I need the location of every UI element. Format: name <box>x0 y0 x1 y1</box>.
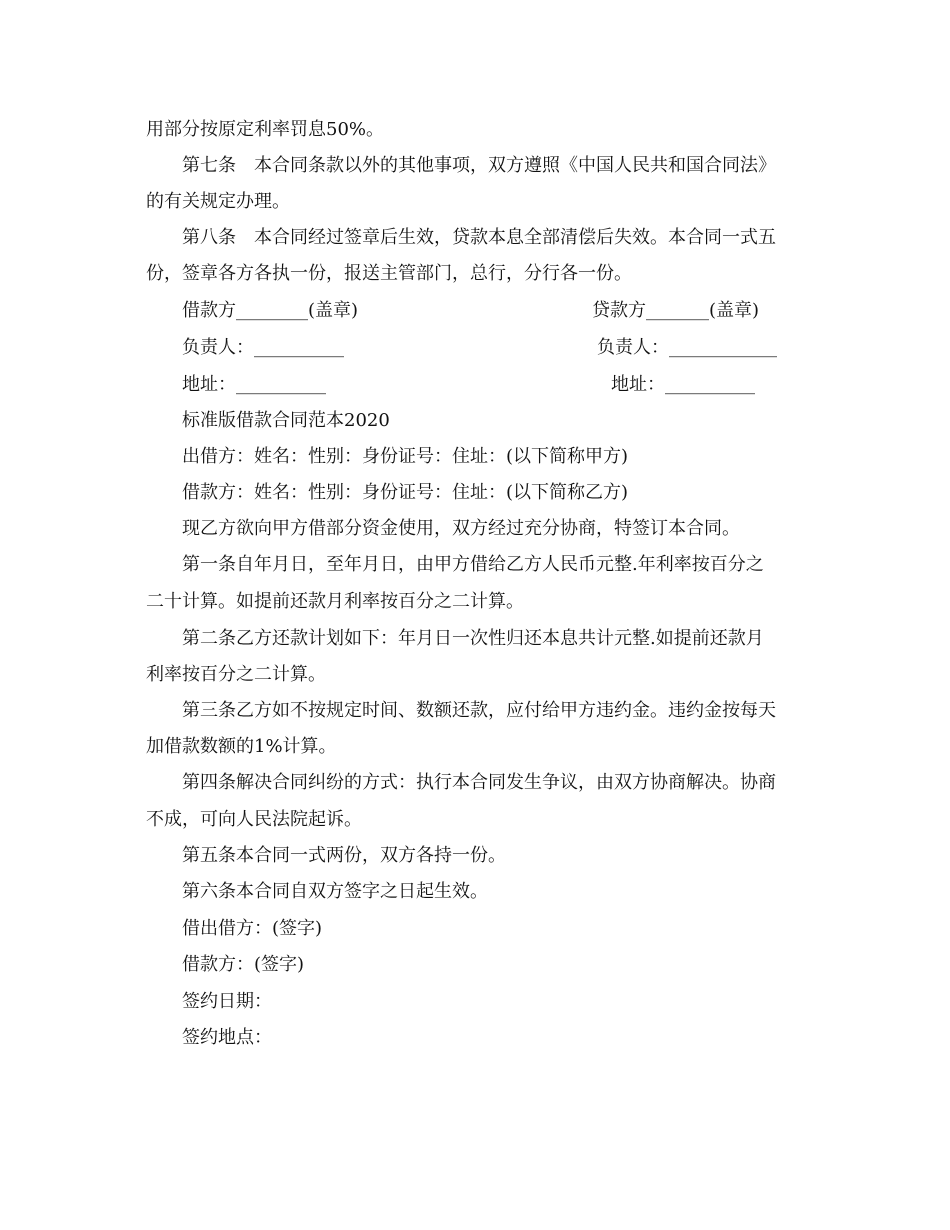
article-5-line: 第五条本合同一式两份，双方各持一份。 <box>182 845 506 866</box>
article-2-cont: 利率按百分之二计算。 <box>146 664 326 685</box>
lender-address: 地址：__________ <box>611 374 755 395</box>
sign-place: 签约地点： <box>182 1027 272 1048</box>
sign-borrower: 借款方：(签字) <box>182 954 305 975</box>
borrower-head: 负责人：__________ <box>182 337 344 358</box>
borrower-seal: 借款方________(盖章) <box>182 300 359 321</box>
article-1-line: 第一条自年月日，至年月日，由甲方借给乙方人民币元整.年利率按百分之 <box>182 554 764 575</box>
article-6-line: 第六条本合同自双方签字之日起生效。 <box>182 881 488 902</box>
borrower-address: 地址：__________ <box>182 374 326 395</box>
paragraph-line: 用部分按原定利率罚息50%。 <box>146 119 385 140</box>
lender-seal: 贷款方_______(盖章) <box>592 300 760 321</box>
article-3-line: 第三条乙方如不按规定时间、数额还款，应付给甲方违约金。违约金按每天 <box>182 700 776 721</box>
article-1-cont: 二十计算。如提前还款月利率按百分之二计算。 <box>146 591 524 612</box>
article-8-line: 第八条 本合同经过签章后生效，贷款本息全部清偿后失效。本合同一式五 <box>182 227 776 248</box>
lender-party: 出借方：姓名：性别：身份证号：住址：(以下简称甲方) <box>182 446 629 467</box>
paragraph-line: 份，签章各方各执一份，报送主管部门，总行，分行各一份。 <box>146 263 632 284</box>
contract-title: 标准版借款合同范本2020 <box>182 410 390 431</box>
article-3-cont: 加借款数额的1%计算。 <box>146 736 337 757</box>
sign-date: 签约日期： <box>182 991 272 1012</box>
article-7-line: 第七条 本合同条款以外的其他事项，双方遵照《中国人民共和国合同法》 <box>182 155 776 176</box>
intro-line: 现乙方欲向甲方借部分资金使用，双方经过充分协商，特签订本合同。 <box>182 518 740 539</box>
borrower-party: 借款方：姓名：性别：身份证号：住址：(以下简称乙方) <box>182 482 629 503</box>
paragraph-line: 的有关规定办理。 <box>146 191 290 212</box>
sign-lender: 借出借方：(签字) <box>182 918 323 939</box>
article-4-line: 第四条解决合同纠纷的方式：执行本合同发生争议，由双方协商解决。协商 <box>182 772 776 793</box>
lender-head: 负责人：____________ <box>597 337 777 358</box>
article-2-line: 第二条乙方还款计划如下：年月日一次性归还本息共计元整.如提前还款月 <box>182 628 764 649</box>
article-4-cont: 不成，可向人民法院起诉。 <box>146 809 362 830</box>
